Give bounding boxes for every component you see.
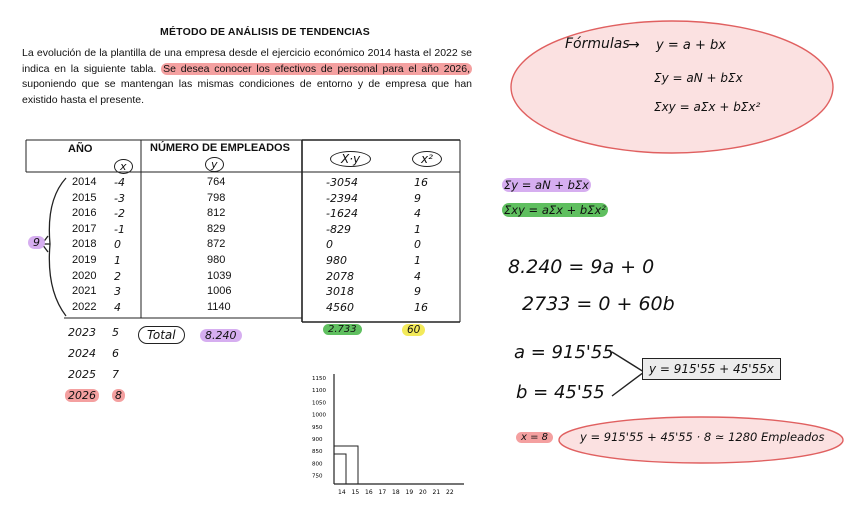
table-cell-xy: 0 [326,238,333,252]
table-cell-x: -1 [114,222,125,236]
total-x2-value: 60 [402,324,425,336]
future-x: 6 [112,347,119,360]
document-title: MÉTODO DE ANÁLISIS DE TENDENCIAS [160,26,371,38]
x-tick-label: 18 [392,489,400,496]
solution-a: a = 915'55 [514,342,614,363]
table-cell-x: 0 [114,238,121,252]
table-cell-x: 1 [114,254,121,267]
x-tick-label: 17 [378,489,387,496]
intro-highlight: Se desea conocer los efectivos de personal para el año 2026, [163,62,470,75]
table-cell-xy: -1624 [326,207,358,221]
arrow-icon: → [628,37,640,53]
formula-sum-xy: Σxy = aΣx + bΣx² [654,100,761,114]
future-x: 7 [112,368,119,381]
table-cell-x2: 1 [414,222,421,236]
table-cell-year: 2018 [72,238,97,251]
table-cell-y: 1006 [207,285,232,298]
table-cell-y: 1039 [207,269,232,282]
y-tick-label: 1000 [312,412,326,419]
result-text: y = 915'55 + 45'55 · 8 ≃ 1280 Empleados [580,430,825,444]
header-year: AÑO [68,143,93,155]
table-cell-year: 2022 [72,300,97,313]
table-cell-y: 1140 [207,300,231,313]
formula-sum-y: Σy = aN + bΣx [654,71,743,85]
x-tick-label: 14 [338,489,346,496]
y-tick-label: 1150 [312,376,326,382]
header-y-circle: y [205,157,224,172]
table-cell-y: 764 [207,176,226,188]
total-xy-value: 2.733 [323,324,362,335]
x-tick-label: 16 [365,489,373,496]
table-cell-xy: 2078 [326,269,354,283]
formulas-label: Fórmulas [565,36,630,52]
table-cell-year: 2016 [72,207,97,220]
table-cell-x: 4 [114,300,121,314]
side-formula-2 [502,203,608,217]
y-tick-label: 1050 [312,400,326,407]
intro-text-2: suponiendo que se mantengan las mismas condiciones de entorno y de empresa que han existido hasta el presente. [22,78,472,106]
total-label: Total [138,326,185,344]
y-tick-label: 750 [312,473,323,480]
table-cell-xy: -2394 [326,191,358,205]
future-x: 5 [112,326,119,339]
x-tick-label: 15 [351,489,360,496]
future-year: 2024 [68,347,96,360]
y-tick-label: 850 [312,449,323,456]
table-cell-x: -3 [114,191,125,205]
table-cell-x2: 4 [414,207,421,221]
table-cell-year: 2020 [72,269,97,282]
side-formula-1-text: Σy = aN + bΣx [504,178,589,192]
table-cell-y: 812 [207,207,226,220]
header-x2-circle: x² [412,151,442,167]
future-year: 2026 [65,389,99,402]
y-tick-label: 1100 [312,388,326,395]
n-count-badge: 9 [28,236,45,249]
x-value-badge: x = 8 [516,432,553,443]
x-tick-label: 19 [405,489,414,496]
table-cell-x: 2 [114,269,121,283]
table-cell-x: -2 [114,207,125,221]
table-cell-xy: 4560 [326,300,354,314]
future-x: 8 [112,389,125,402]
model-box: y = 915'55 + 45'55x [642,358,781,380]
table-cell-x: -4 [114,176,125,189]
future-year: 2025 [68,368,96,381]
table-cell-y: 980 [207,254,226,266]
table-cell-x2: 9 [414,191,421,205]
table-cell-year: 2017 [72,222,97,235]
header-x-circle: x [114,159,133,174]
table-cell-x2: 16 [414,176,428,189]
y-tick-label: 950 [312,424,323,431]
table-cell-x2: 16 [414,300,428,314]
table-cell-y: 872 [207,238,226,251]
table-cell-y: 798 [207,191,226,204]
x-tick-label: 20 [419,489,427,496]
header-xy-circle: X·y [330,151,371,167]
equation-1: 8.240 = 9a + 0 [508,256,655,278]
table-cell-xy: -3054 [326,176,358,189]
table-cell-y: 829 [207,222,226,235]
solution-b: b = 45'55 [516,382,605,403]
table-cell-xy: -829 [326,222,351,236]
table-cell-x2: 9 [414,285,421,299]
future-year: 2023 [68,326,96,339]
side-formula-1 [502,178,591,192]
y-tick-label: 900 [312,437,323,443]
formula-line: y = a + bx [656,38,726,53]
table-cell-year: 2015 [72,191,97,204]
intro-text-1: La evolución de la plantilla de una empresa desde el ejercicio económico 2014 hasta el 2022 se indica en la siguiente tabla. [22,47,472,75]
table-cell-year: 2014 [72,176,97,188]
x-tick-label: 21 [432,489,441,496]
table-cell-year: 2019 [72,254,97,266]
equation-2: 2733 = 0 + 60b [522,293,675,315]
table-cell-xy: 980 [326,254,347,267]
side-formula-2-text: Σxy = aΣx + bΣx² [504,203,606,217]
table-cell-x: 3 [114,285,121,299]
mini-chart [300,370,470,500]
table-cell-year: 2021 [72,285,97,298]
header-employees: NÚMERO DE EMPLEADOS [150,142,290,154]
table-cell-x2: 1 [414,254,421,267]
table-cell-x2: 0 [414,238,421,252]
table-cell-xy: 3018 [326,285,354,299]
y-tick-label: 800 [312,461,323,468]
total-y-value: 8.240 [200,329,242,342]
x-tick-label: 22 [446,489,454,496]
table-cell-x2: 4 [414,269,421,283]
